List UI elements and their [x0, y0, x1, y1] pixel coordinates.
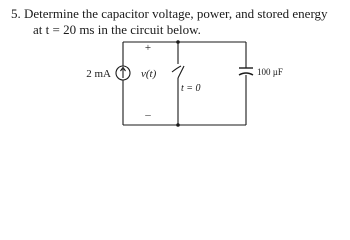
minus-sign: – [145, 109, 151, 121]
problem-number: 5. [11, 6, 21, 21]
capacitor-label: 100 µF [257, 67, 283, 77]
switch-label: t = 0 [181, 83, 201, 94]
voltage-label: v(t) [141, 68, 157, 80]
source-label: 2 mA [86, 68, 111, 80]
junction-dot-top [176, 40, 180, 44]
problem-line-2: at t = 20 ms in the circuit below. [33, 22, 201, 37]
plus-sign: + [144, 42, 152, 54]
problem-line-1: Determine the capacitor voltage, power, and stored energy [24, 6, 328, 21]
switch-arrow-mark [172, 66, 181, 72]
switch-blade [178, 66, 184, 78]
junction-dot-bottom [176, 123, 180, 127]
capacitor-plate-bottom [239, 73, 253, 75]
